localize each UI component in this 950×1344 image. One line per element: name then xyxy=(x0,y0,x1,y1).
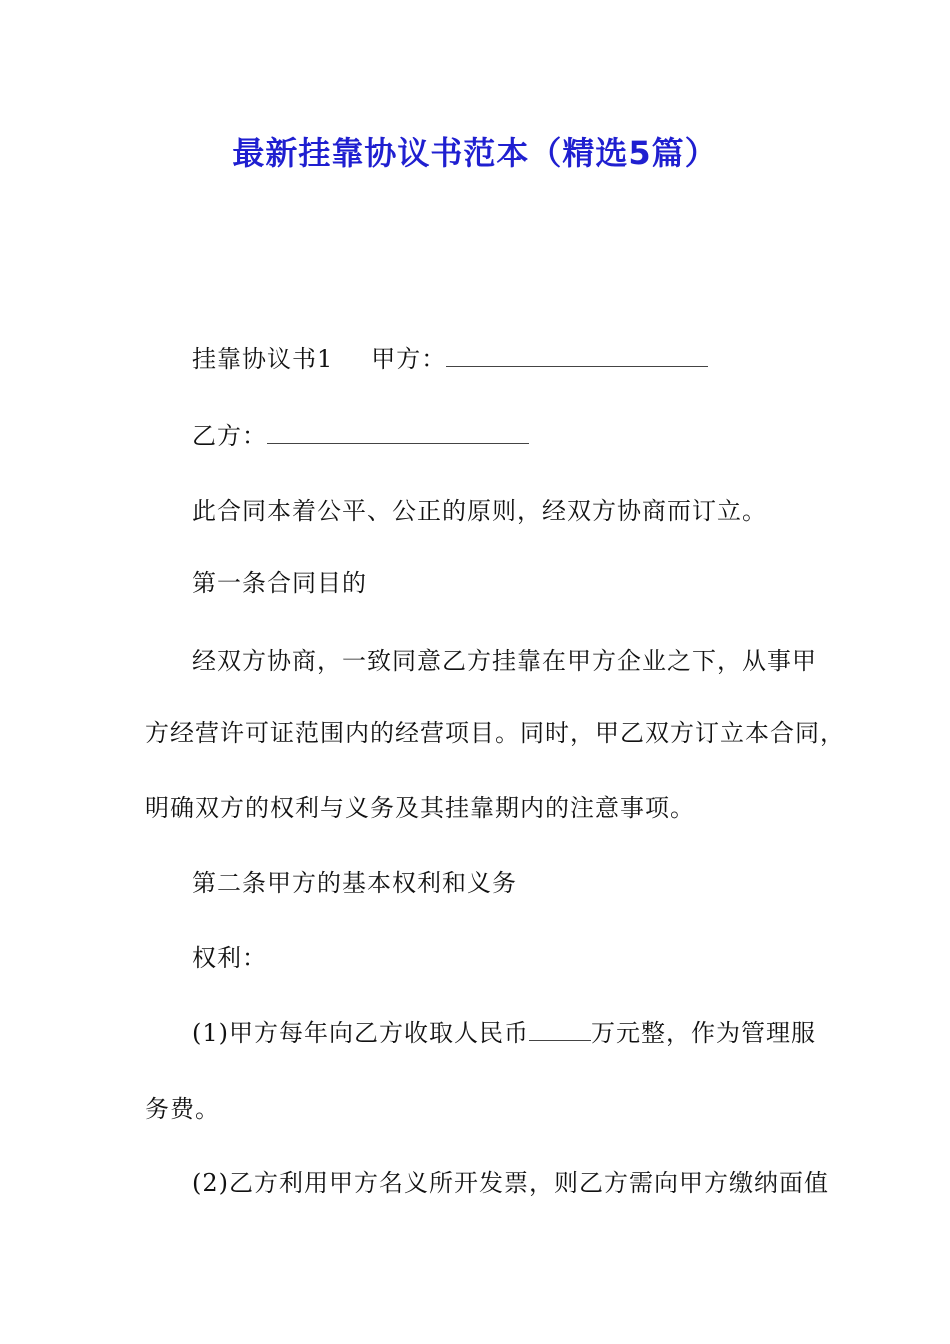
party-b-label: 乙方： xyxy=(192,422,267,450)
item1-suffix: 万元整，作为管理服 xyxy=(591,1019,816,1047)
item2-line: (2)乙方利用甲方名义所开发票，则乙方需向甲方缴纳面值 xyxy=(192,1169,829,1197)
agreement-heading: 挂靠协议书1 xyxy=(192,345,334,373)
article1-line3: 明确双方的权利与义务及其挂靠期内的注意事项。 xyxy=(145,794,695,822)
article1-title: 第一条合同目的 xyxy=(192,569,367,597)
party-b-line xyxy=(192,421,529,451)
party-b-blank xyxy=(267,421,529,444)
fee-amount-blank xyxy=(529,1018,591,1041)
article2-title: 第二条甲方的基本权利和义务 xyxy=(192,869,517,897)
item1-continuation: 务费。 xyxy=(145,1095,220,1123)
article1-line2: 方经营许可证范围内的经营项目。同时，甲乙双方订立本合同， xyxy=(145,719,845,747)
party-a-label: 甲方： xyxy=(371,345,447,373)
rights-label: 权利： xyxy=(192,944,267,972)
item1-prefix: (1)甲方每年向乙方收取人民币 xyxy=(192,1019,529,1047)
heading-line xyxy=(192,344,708,374)
article1-line1: 经双方协商，一致同意乙方挂靠在甲方企业之下，从事甲 xyxy=(192,647,817,675)
document-title: 最新挂靠协议书范本（精选5篇） xyxy=(232,134,718,172)
intro-paragraph: 此合同本着公平、公正的原则，经双方协商而订立。 xyxy=(192,497,767,525)
party-a-blank xyxy=(446,344,708,367)
item1-line xyxy=(192,1018,816,1048)
